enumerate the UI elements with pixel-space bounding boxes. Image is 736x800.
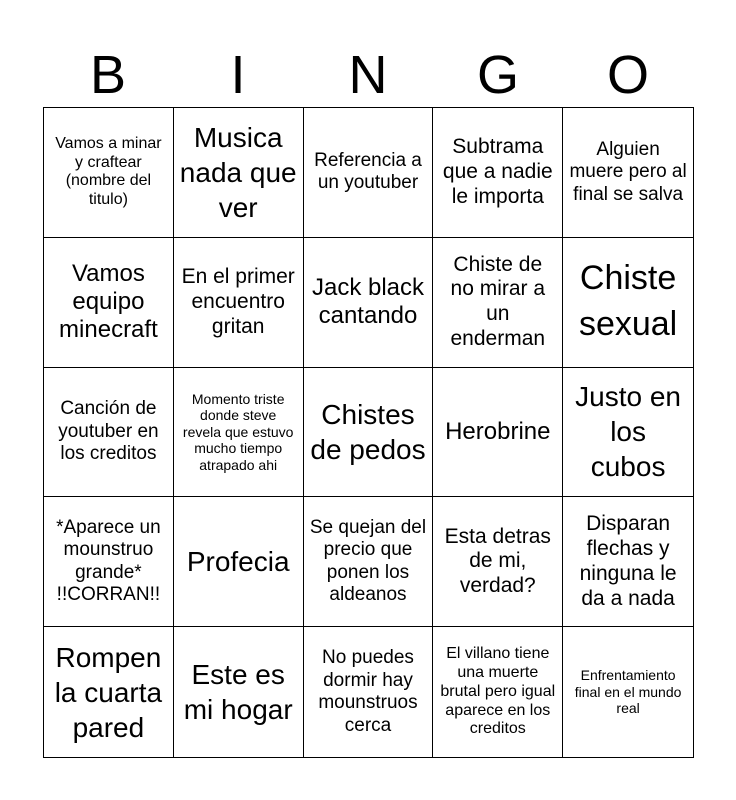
bingo-cell[interactable]: El villano tiene una muerte brutal pero igual aparece en los creditos (433, 627, 563, 757)
header-letter-n: N (348, 45, 388, 105)
bingo-cell[interactable]: Esta detras de mi, verdad? (433, 497, 563, 627)
bingo-cell[interactable]: Chiste sexual (563, 238, 693, 368)
bingo-cell[interactable]: Justo en los cubos (563, 368, 693, 498)
bingo-cell[interactable]: Se quejan del precio que ponen los aldeanos (304, 497, 434, 627)
bingo-cell[interactable]: Vamos equipo minecraft (44, 238, 174, 368)
bingo-cell[interactable]: Referencia a un youtuber (304, 108, 434, 238)
bingo-cell[interactable]: Subtrama que a nadie le importa (433, 108, 563, 238)
bingo-cell[interactable]: Vamos a minar y craftear (nombre del titulo) (44, 108, 174, 238)
bingo-cell[interactable]: Canción de youtuber en los creditos (44, 368, 174, 498)
bingo-cell[interactable]: Momento triste donde steve revela que estuvo mucho tiempo atrapado ahi (174, 368, 304, 498)
bingo-cell[interactable]: Jack black cantando (304, 238, 434, 368)
bingo-cell[interactable]: Profecia (174, 497, 304, 627)
bingo-board (43, 107, 694, 758)
bingo-cell[interactable]: Rompen la cuarta pared (44, 627, 174, 757)
bingo-cell[interactable]: Enfrentamiento final en el mundo real (574, 667, 682, 717)
bingo-cell[interactable]: Disparan flechas y ninguna le da a nada (563, 497, 693, 627)
header-letter-g: G (476, 45, 519, 105)
bingo-cell[interactable]: Herobrine (433, 368, 563, 498)
bingo-cell[interactable]: No puedes dormir hay mounstruos cerca (304, 627, 434, 757)
bingo-cell[interactable]: Chistes de pedos (304, 368, 434, 498)
header-letter-o: O (606, 45, 649, 105)
header-letter-b: B (89, 45, 127, 105)
bingo-cell[interactable]: *Aparece un mounstruo grande* !!CORRAN!! (44, 497, 174, 627)
bingo-cell[interactable]: Alguien muere pero al final se salva (563, 108, 693, 238)
bingo-cell[interactable]: Chiste de no mirar a un enderman (433, 238, 563, 368)
bingo-cell[interactable]: Este es mi hogar (174, 627, 304, 757)
bingo-header (43, 42, 693, 108)
bingo-cell[interactable]: En el primer encuentro gritan (174, 238, 304, 368)
header-letter-i: I (230, 45, 246, 105)
bingo-cell[interactable]: Musica nada que ver (174, 108, 304, 238)
